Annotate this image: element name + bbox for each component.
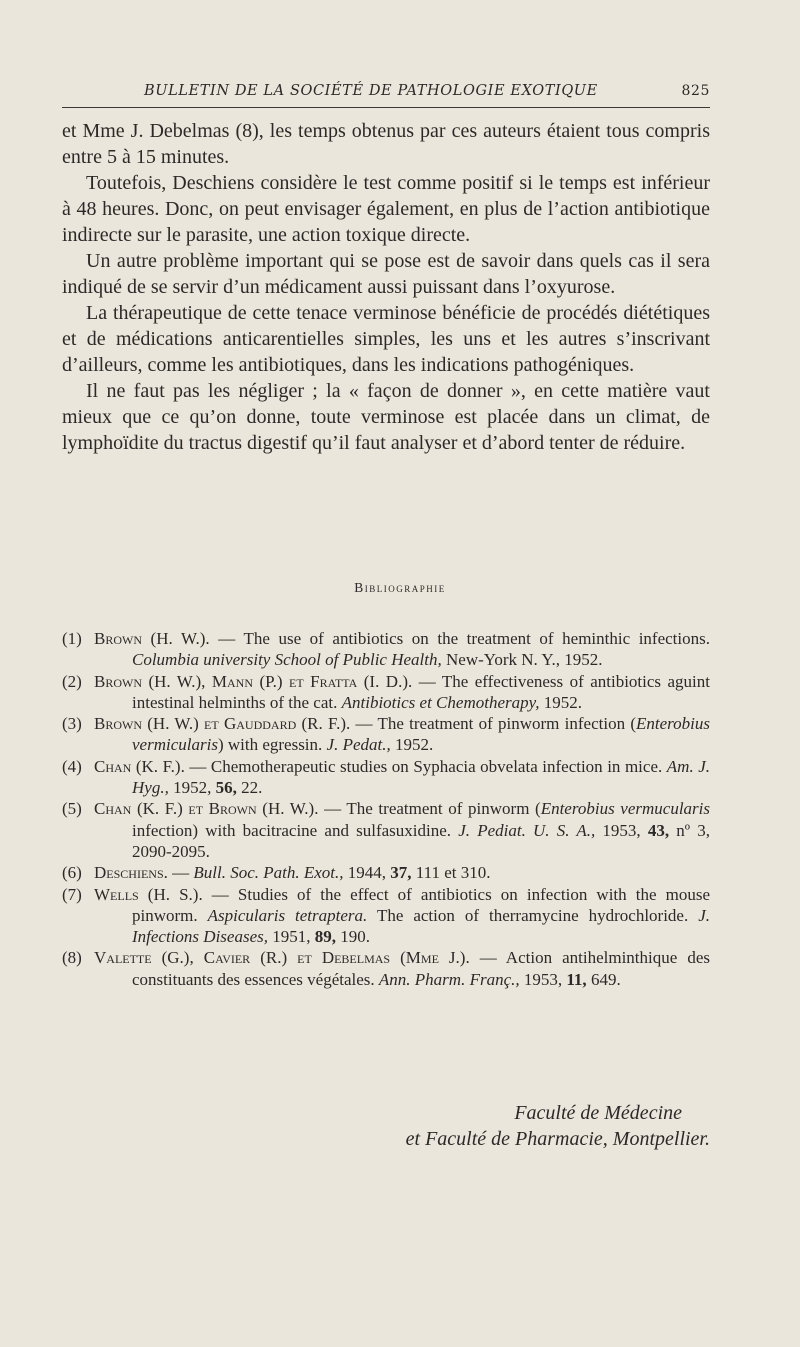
entry-source-2: J. Pedat., (326, 735, 391, 755)
entry-tail-2: 111 et 310. (411, 863, 491, 883)
entry-authors: Valette (G.), Cavier (R.) et Debelmas (Mme J.). (94, 948, 470, 968)
entry-text (94, 947, 710, 990)
entry-title: — (167, 863, 194, 883)
entry-text (94, 884, 710, 948)
entry-authors: Wells (H. S.). (94, 884, 203, 904)
paragraph: Il ne faut pas les négliger ; la « façon de donner », en cette matière vaut mieux que ce qu’on donne, toute verminose est placée dans un climat, de lymphoïdite du tractus digestif qu’il faut analyser et d’abord tenter de réduire. (62, 380, 710, 454)
bibliography-entry (62, 628, 710, 671)
page-number: 825 (681, 83, 710, 99)
entry-tail-2: 649. (586, 969, 621, 989)
entry-tail: ) with egressin. (217, 735, 327, 755)
entry-authors: Brown (H. W.) et Gauddard (R. F.). (94, 714, 351, 734)
bibliography-entry (62, 884, 710, 948)
entry-source: Am. J. Hyg., (132, 756, 711, 798)
entry-volume: 43, (647, 820, 670, 840)
entry-source: Enterobius vermucularis (540, 799, 711, 819)
entry-number: (2) (62, 671, 82, 691)
entry-text (94, 756, 711, 799)
entry-tail: 1953, (519, 969, 567, 989)
entry-tail-3: nº 3, 2090-2095. (132, 820, 711, 861)
entry-source: Bull. Soc. Path. Exot., (193, 863, 344, 883)
paragraph: Toutefois, Deschiens considère le test comme positif si le temps est inférieur à 48 heures. Donc, on peut envisager également, en plus de l’action antibiotique indirecte sur le parasite, une action toxique directe. (62, 172, 710, 246)
entry-volume: 11, (566, 969, 587, 989)
bibliography-heading: Bibliographie (354, 580, 446, 595)
entry-volume: 56, (215, 778, 237, 798)
entry-text (94, 628, 710, 671)
entry-number: (3) (62, 714, 82, 734)
affiliation-faculty-medicine: Faculté de Médecine (514, 1102, 682, 1124)
entry-tail-2: 1952. (390, 735, 434, 755)
entry-tail: 1952. (539, 692, 582, 712)
running-head (60, 78, 710, 104)
body-text (62, 118, 710, 456)
bibliography-list (62, 628, 710, 990)
entry-source: Ann. Pharm. Franç., (378, 969, 520, 989)
bibliography-entry (62, 713, 710, 756)
entry-number: (5) (62, 799, 82, 819)
entry-authors: Chan (K. F.) et Brown (H. W.). (94, 799, 319, 819)
paragraph: La thérapeutique de cette tenace verminose bénéficie de procédés diététiques et de médications anticarentielles simples, les uns et les autres s’inscrivant d’ailleurs, comme les antibiotiques, dans les indications pathogéniques. (62, 302, 710, 376)
entry-title: — Action antihelminthique des constituants des essences végétales. (132, 948, 710, 989)
entry-text (94, 713, 710, 756)
header-rule (62, 107, 710, 108)
entry-volume: 37, (390, 863, 412, 883)
paragraph: et Mme J. Debelmas (8), les temps obtenus par ces auteurs étaient tous compris entre 5 à 15 minutes. (62, 120, 710, 168)
affiliation-line-2: et Faculté de Pharmacie, Montpellier. (405, 1128, 710, 1150)
entry-number: (6) (62, 863, 82, 883)
paragraph: Un autre problème important qui se pose est de savoir dans quels cas il sera indiqué de se servir d’un médicament aussi puissant dans l’oxyurose. (62, 250, 710, 298)
entry-source-2: J. Pediat. U. S. A., (458, 820, 596, 840)
entry-tail-2: 22. (236, 778, 263, 798)
bibliography-entry (62, 798, 710, 862)
entry-tail: The action of therramycine hydrochloride. (367, 905, 699, 925)
journal-title: BULLETIN DE LA SOCIÉTÉ DE PATHOLOGIE EXOTIQUE (144, 83, 598, 99)
entry-text (94, 862, 710, 883)
bibliography-entry (62, 947, 710, 990)
entry-volume: 89, (314, 927, 336, 947)
entry-title: — The treatment of pinworm ( (318, 799, 541, 819)
entry-tail: 1944, (343, 863, 391, 883)
entry-tail-3: 190. (335, 927, 370, 947)
entry-text (94, 798, 711, 862)
entry-authors: Brown (H. W.), Mann (P.) et Fratta (I. D.). (94, 671, 413, 691)
entry-tail-2: 1951, (267, 927, 315, 947)
entry-number: (4) (62, 756, 82, 776)
entry-title: — Studies of the effect of antibiotics on infection with the mouse pinworm. (132, 884, 710, 925)
entry-authors: Chan (K. F.). (94, 756, 185, 776)
entry-text (94, 671, 710, 714)
entry-tail: New-York N. Y., 1952. (441, 650, 603, 670)
bibliography-entry (62, 671, 710, 714)
bibliography-entry (62, 756, 710, 799)
entry-number: (8) (62, 948, 82, 968)
entry-source: Columbia university School of Public Health, (132, 650, 442, 670)
affiliation-line-1 (62, 1100, 710, 1126)
entry-title: — The effectiveness of antibiotics aguint intestinal helminths of the cat. (132, 671, 710, 712)
entry-tail: 1952, (168, 778, 216, 798)
entry-source: Aspicularis tetraptera. (207, 905, 368, 925)
entry-tail-2: 1953, (595, 820, 648, 840)
entry-title: — Chemotherapeutic studies on Syphacia obvelata infection in mice. (184, 756, 667, 776)
bibliography-entry (62, 862, 710, 883)
entry-number: (1) (62, 629, 82, 648)
entry-title: — The use of antibiotics on the treatment of heminthic infections. (209, 629, 710, 648)
entry-source: Enterobius vermicularis (132, 714, 710, 755)
entry-authors: Brown (H. W.). (94, 629, 210, 648)
entry-title: — The treatment of pinworm infection ( (350, 714, 636, 734)
entry-authors: Deschiens. (94, 863, 168, 883)
entry-source: Antibiotics et Chemotherapy, (341, 692, 540, 712)
entry-tail: infection) with bacitracine and sulfasuxidine. (132, 820, 459, 840)
entry-number: (7) (62, 884, 82, 904)
entry-source-2: J. Infections Diseases, (132, 905, 710, 947)
